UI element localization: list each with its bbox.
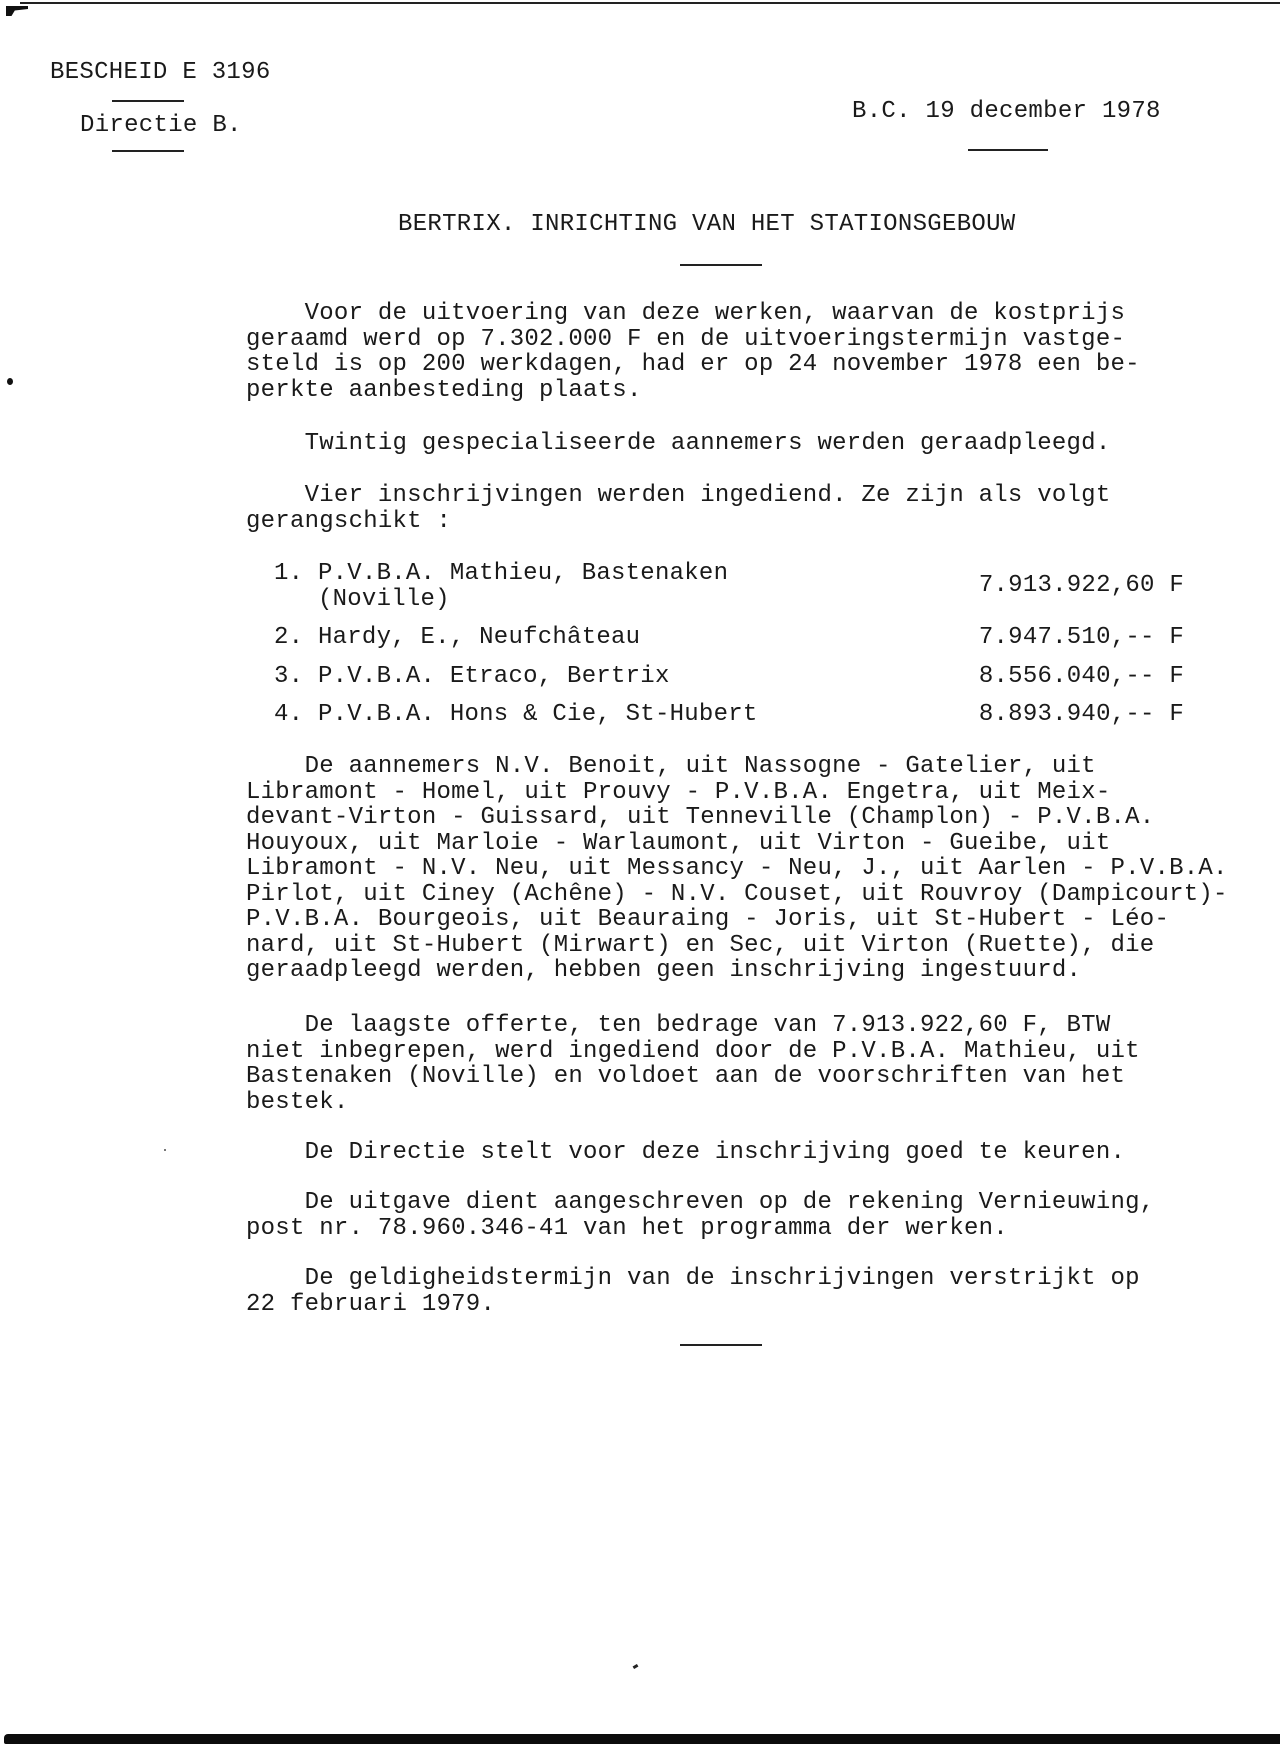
bid-bidder: 4. P.V.B.A. Hons & Cie, St-Hubert bbox=[274, 701, 758, 728]
bid-amount: 8.893.940,-- F bbox=[978, 701, 1184, 728]
proposal-paragraph bbox=[246, 1140, 1206, 1166]
submissions-line: Vier inschrijvingen werden ingediend. Ze zijn als volgt bbox=[246, 482, 1111, 509]
bid-row bbox=[274, 561, 1184, 613]
consulted-paragraph bbox=[246, 431, 1206, 457]
top-edge-rule bbox=[20, 2, 1280, 4]
intro-paragraph bbox=[246, 301, 1206, 403]
bid-row bbox=[274, 664, 1184, 690]
directorate-label: Directie B. bbox=[80, 112, 242, 139]
submissions-paragraph bbox=[246, 483, 1206, 534]
closing-rule bbox=[680, 1344, 762, 1346]
expense-line: De uitgave dient aangeschreven op de rekening Vernieuwing, bbox=[246, 1189, 1155, 1216]
reference-underline bbox=[112, 100, 184, 102]
lowest-offer-line: niet inbegrepen, werd ingediend door de P.V.B.A. Mathieu, uit bbox=[246, 1037, 1140, 1065]
non-respondents-line: De aannemers N.V. Benoit, uit Nassogne - Gatelier, uit bbox=[246, 753, 1096, 780]
validity-line: De geldigheidstermijn van de inschrijvingen verstrijkt op bbox=[246, 1265, 1140, 1292]
non-respondents-line: geraadpleegd werden, hebben geen inschrijving ingestuurd. bbox=[246, 957, 1082, 984]
lowest-offer-line: bestek. bbox=[246, 1088, 349, 1116]
non-respondents-line: Pirlot, uit Ciney (Achêne) - N.V. Couset, uit Rouvroy (Dampicourt)- bbox=[246, 880, 1228, 908]
submissions-line: gerangschikt : bbox=[246, 507, 452, 535]
bid-bidder: 3. P.V.B.A. Etraco, Bertrix bbox=[274, 663, 670, 690]
margin-speck bbox=[164, 1149, 166, 1151]
lowest-offer-line: Bastenaken (Noville) en voldoet aan de voorschriften van het bbox=[246, 1063, 1126, 1090]
document-title: BERTRIX. INRICHTING VAN HET STATIONSGEBOUW bbox=[398, 211, 1016, 238]
non-respondents-line: Houyoux, uit Marloie - Warlaumont, uit Virton - Gueibe, uit bbox=[246, 829, 1111, 857]
bid-bidder: 1. P.V.B.A. Mathieu, Bastenaken (Noville) bbox=[274, 560, 729, 613]
bid-amount: 7.947.510,-- F bbox=[978, 624, 1184, 651]
consulted-line: Twintig gespecialiseerde aannemers werden geraadpleegd. bbox=[246, 430, 1111, 457]
document-reference: BESCHEID E 3196 bbox=[50, 59, 271, 86]
non-respondents-line: devant-Virton - Guissard, uit Tenneville (Champlon) - P.V.B.A. bbox=[246, 804, 1155, 831]
intro-line: geraamd werd op 7.302.000 F en de uitvoeringstermijn vastge- bbox=[246, 325, 1126, 353]
intro-line: steld is op 200 werkdagen, had er op 24 november 1978 een be- bbox=[246, 351, 1140, 378]
intro-line: perkte aanbesteding plaats. bbox=[246, 376, 642, 404]
lowest-offer-paragraph bbox=[246, 1013, 1206, 1115]
bottom-edge-rule bbox=[4, 1734, 1280, 1744]
corner-mark bbox=[6, 6, 28, 16]
directorate-underline bbox=[112, 150, 184, 152]
non-respondents-line: Libramont - N.V. Neu, uit Messancy - Neu, J., uit Aarlen - P.V.B.A. bbox=[246, 855, 1228, 882]
expense-paragraph bbox=[246, 1190, 1206, 1241]
bid-row bbox=[274, 702, 1184, 728]
bid-row bbox=[274, 625, 1184, 651]
lowest-offer-line: De laagste offerte, ten bedrage van 7.913.922,60 F, BTW bbox=[246, 1012, 1111, 1039]
punch-hole-mark bbox=[7, 378, 13, 385]
page-speck bbox=[633, 1664, 639, 1669]
bid-amount: 7.913.922,60 F bbox=[978, 572, 1184, 599]
bid-amount: 8.556.040,-- F bbox=[978, 663, 1184, 690]
non-respondents-line: nard, uit St-Hubert (Mirwart) en Sec, uit Virton (Ruette), die bbox=[246, 931, 1155, 959]
expense-line: post nr. 78.960.346-41 van het programma der werken. bbox=[246, 1214, 1008, 1242]
non-respondents-line: Libramont - Homel, uit Prouvy - P.V.B.A. Engetra, uit Meix- bbox=[246, 778, 1111, 806]
non-respondents-line: P.V.B.A. Bourgeois, uit Beauraing - Joris, uit St-Hubert - Léo- bbox=[246, 906, 1170, 933]
validity-paragraph bbox=[246, 1266, 1206, 1317]
proposal-line: De Directie stelt voor deze inschrijving goed te keuren. bbox=[246, 1139, 1126, 1166]
place-date: B.C. 19 december 1978 bbox=[852, 98, 1161, 125]
validity-line: 22 februari 1979. bbox=[246, 1290, 496, 1318]
title-underline bbox=[680, 264, 762, 266]
intro-line: Voor de uitvoering van deze werken, waarvan de kostprijs bbox=[246, 300, 1126, 327]
non-respondents-paragraph bbox=[246, 753, 1228, 984]
bid-bidder: 2. Hardy, E., Neufchâteau bbox=[274, 624, 641, 651]
date-underline bbox=[968, 149, 1048, 151]
